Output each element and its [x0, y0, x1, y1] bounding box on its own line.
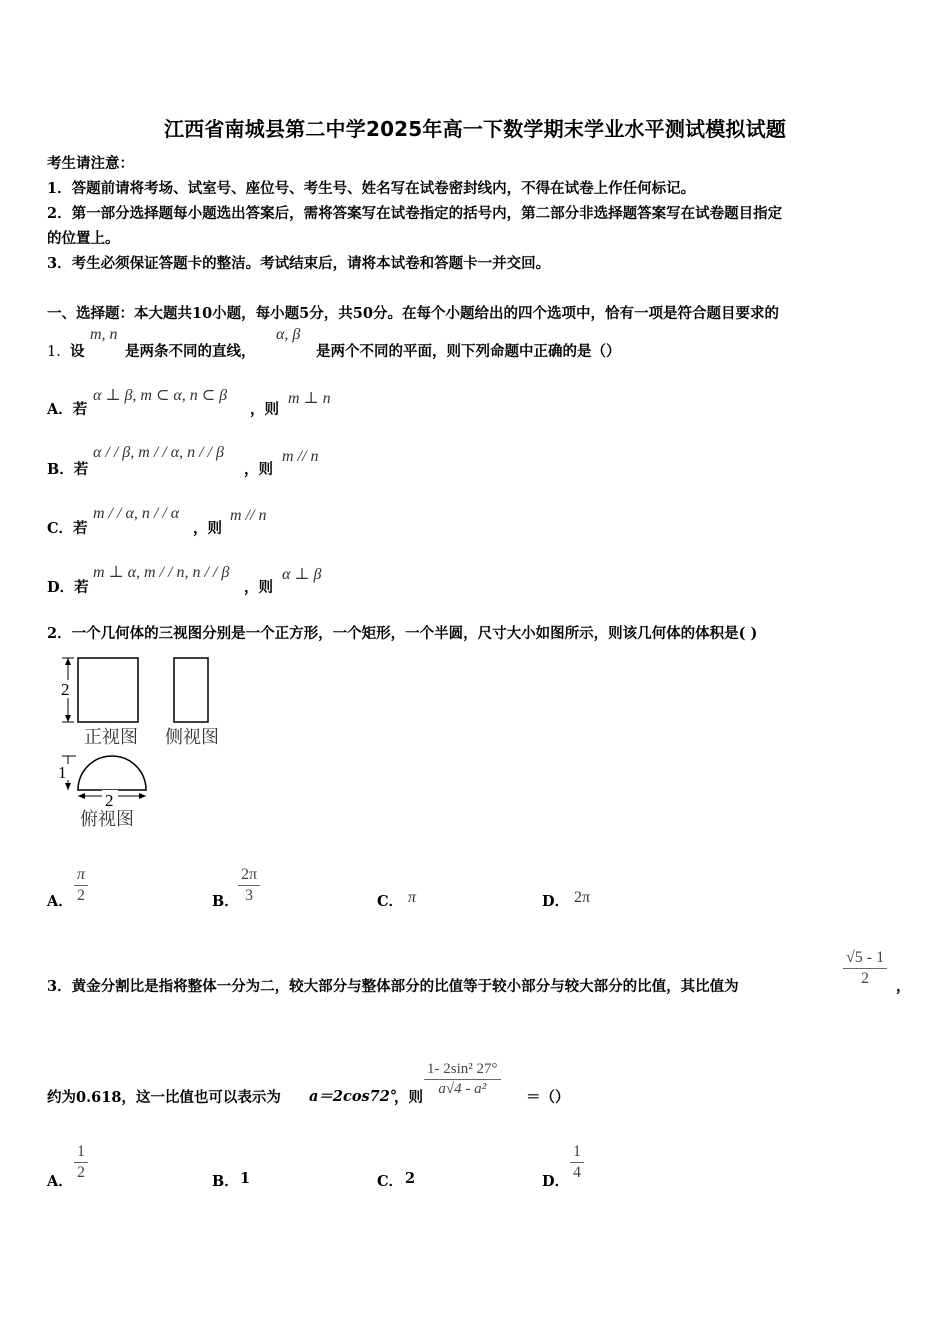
- option-a-label: A．若: [47, 401, 88, 418]
- math-expression: m, n: [90, 326, 118, 343]
- option-b-result: m // n: [282, 448, 319, 465]
- option-d-label: D．: [542, 1173, 570, 1190]
- numerator: π: [74, 866, 88, 886]
- expression-fraction: [424, 1061, 501, 1098]
- option-b-value: 1: [240, 1170, 251, 1187]
- section-heading: 一、选择题：本大题共10小题，每小题5分，共50分。在每个小题给出的四个选项中，恰有一项是符合题目要求的: [47, 305, 779, 322]
- option-d-value: 2π: [574, 889, 591, 906]
- side-view-label: 侧视图: [165, 727, 219, 747]
- question-text: 是两个不同的平面，则下列命题中正确的是（）: [316, 343, 621, 360]
- question-text: 是两条不同的直线，: [125, 343, 256, 360]
- option-c-value: 2: [405, 1170, 416, 1187]
- notice-heading: 考生请注意：: [47, 155, 134, 172]
- option-c-label: C．: [377, 1173, 404, 1190]
- three-view-figure: [50, 650, 235, 835]
- option-b-condition: α / / β, m / / α, n / / β: [93, 444, 224, 461]
- denominator: 4: [573, 1164, 581, 1181]
- front-view-square: [78, 658, 138, 722]
- numerator: 2π: [238, 866, 260, 886]
- notice-item: 1．答题前请将考场、试室号、座位号、考生号、姓名写在试卷密封线内，不得在试卷上作任何标记。: [47, 180, 696, 197]
- then-text: ，则: [244, 461, 273, 478]
- top-view-semicircle: [78, 756, 146, 790]
- then-text: ，则: [193, 520, 222, 537]
- notice-item: 的位置上。: [47, 230, 120, 247]
- arrow-right-icon: [139, 793, 146, 799]
- question-3-line2: 约为0.618，这一比值也可以表示为: [47, 1089, 281, 1106]
- notice-item: 2．第一部分选择题每小题选出答案后，需将答案写在试卷指定的括号内，第二部分非选择题答案写在试卷题目指定: [47, 205, 783, 222]
- option-b-label: B．: [212, 893, 239, 910]
- option-a-fraction: [74, 866, 88, 905]
- then-text: ，则: [244, 579, 273, 596]
- page-title: 江西省南城县第二中学2025年高一下数学期末学业水平测试模拟试题: [163, 117, 787, 141]
- denominator: 2: [861, 970, 870, 987]
- question-number: 1．: [47, 344, 71, 360]
- then-text: ，则: [250, 401, 279, 418]
- question-3-text: 3．黄金分割比是指将整体一分为二，较大部分与整体部分的比值等于较小部分与较大部分的比值，其比值为: [47, 978, 739, 995]
- golden-ratio-fraction: [843, 949, 887, 988]
- arrow-left-icon: [78, 793, 85, 799]
- numerator: 1- 2sin² 27°: [424, 1061, 501, 1080]
- arrow-down-icon: [65, 715, 71, 722]
- top-view-label: 俯视图: [80, 809, 134, 829]
- top-height-label: 1: [58, 763, 67, 782]
- denominator: 3: [245, 887, 254, 904]
- option-a-condition: α ⊥ β, m ⊂ α, n ⊂ β: [93, 387, 228, 404]
- option-b-label: B．: [212, 1173, 239, 1190]
- numerator: √5 - 1: [843, 949, 887, 969]
- front-view-label: 正视图: [84, 727, 138, 747]
- question-3-text: ＝（）: [526, 1089, 570, 1106]
- option-d-condition: m ⊥ α, m / / n, n / / β: [93, 564, 230, 581]
- option-d-fraction: [570, 1143, 584, 1182]
- numerator: 1: [570, 1143, 584, 1163]
- numerator: 1: [74, 1143, 88, 1163]
- top-width-label: 2: [105, 791, 114, 810]
- question-3-text: ，则: [394, 1089, 423, 1106]
- option-a-result: m ⊥ n: [288, 390, 331, 407]
- math-expression: α, β: [276, 326, 301, 343]
- option-c-condition: m / / α, n / / α: [93, 505, 180, 522]
- option-c-label: C．: [377, 893, 404, 910]
- option-d-label: D．: [542, 893, 570, 910]
- option-b-fraction: [238, 866, 260, 905]
- punctuation: ，: [896, 978, 911, 995]
- expression: a＝2cos72°: [309, 1088, 398, 1105]
- side-view-rectangle: [174, 658, 208, 722]
- arrow-up-icon: [65, 658, 71, 665]
- option-c-value: π: [408, 889, 417, 906]
- option-c-result: m // n: [230, 507, 267, 524]
- denominator: 2: [77, 887, 85, 904]
- arrow-down-icon: [65, 783, 71, 790]
- front-dimension-label: 2: [61, 680, 70, 699]
- option-b-label: B．若: [47, 461, 89, 478]
- option-a-fraction: [74, 1143, 88, 1182]
- question-text: 设: [70, 343, 85, 360]
- question-2-text: 2．一个几何体的三视图分别是一个正方形，一个矩形，一个半圆，尺寸大小如图所示，则该几何体的体积是( ): [47, 625, 758, 642]
- denominator: a√4 - a²: [438, 1081, 487, 1097]
- notice-item: 3．考生必须保证答题卡的整洁。考试结束后，请将本试卷和答题卡一并交回。: [47, 255, 551, 272]
- option-a-label: A．: [47, 1173, 73, 1190]
- denominator: 2: [77, 1164, 85, 1181]
- option-d-result: α ⊥ β: [282, 566, 322, 583]
- option-a-label: A．: [47, 893, 73, 910]
- option-c-label: C．若: [47, 520, 88, 537]
- option-d-label: D．若: [47, 579, 89, 596]
